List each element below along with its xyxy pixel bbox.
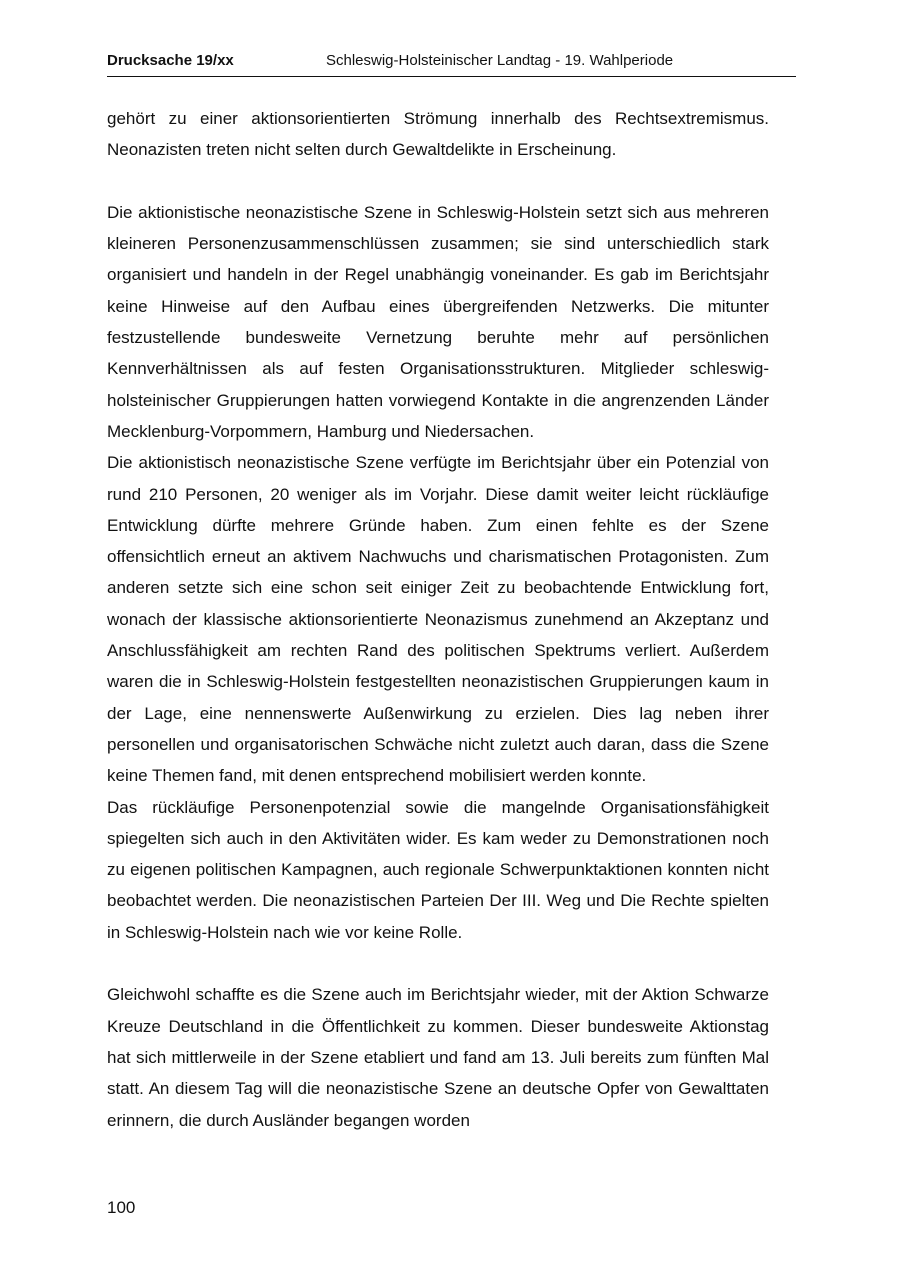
paragraph-5: Gleichwohl schaffte es die Szene auch im Berichtsjahr wieder, mit der Aktion Schwarze Kreuze Deutschland in die Öffentlichkeit zu kommen. Dieser bundesweite Aktionstag hat sich mittlerweile in der Szene etabliert und fand am 13. Juli bereits zum fünften Mal statt. An diesem Tag will die neonazistische Szene an deutsche Opfer von Gewalttaten erinnern, die durch Ausländer begangen worden [107, 985, 769, 1130]
paragraph-2: Die aktionistische neonazistische Szene in Schleswig-Holstein setzt sich aus mehreren kleineren Personenzusammenschlüssen zusammen; sie sind unterschiedlich stark organisiert und handeln in der Regel unabhängig voneinander. Es gab im Berichtsjahr keine Hinweise auf den Aufbau eines übergreifenden Netzwerks. Die mitunter festzustellende bundesweite Vernetzung beruhte mehr auf persönlichen Kennverhältnissen als auf festen Organisationsstrukturen. Mitglieder schleswig-holsteinischer Gruppierungen hatten vorwiegend Kontakte in die angrenzenden Länder Mecklenburg-Vorpommern, Hamburg und Niedersachen. [107, 202, 769, 441]
paragraph-spacer [107, 166, 769, 197]
document-number: Drucksache 19/xx [107, 52, 234, 69]
page-header [107, 52, 796, 74]
paragraph-4: Das rückläufige Personenpotenzial sowie die mangelnde Organisationsfähigkeit spiegelten sich auch in den Aktivitäten wider. Es kam weder zu Demonstrationen noch zu eigenen politischen Kampagnen, auch regionale Schwerpunktaktionen konnten nicht beobachtet werden. Die neonazistischen Parteien Der III. Weg und Die Rechte spielten in Schleswig-Holstein nach wie vor keine Rolle. [107, 797, 769, 942]
header-divider [107, 76, 796, 77]
parliament-title: Schleswig-Holsteinischer Landtag - 19. Wahlperiode [326, 52, 674, 69]
document-body [107, 103, 769, 1136]
page-number: 100 [107, 1198, 136, 1217]
paragraph-3: Die aktionistisch neonazistische Szene verfügte im Berichtsjahr über ein Potenzial von rund 210 Personen, 20 weniger als im Vorjahr. Diese damit weiter leicht rückläufige Entwicklung dürfte mehrere Gründe haben. Zum einen fehlte es der Szene offensichtlich erneut an aktivem Nachwuchs und charismatischen Protagonisten. Zum anderen setzte sich eine schon seit einiger Zeit zu beobachtende Entwicklung fort, wonach der klassische aktionsorientierte Neonazismus zunehmend an Akzeptanz und Anschlussfähigkeit am rechten Rand des politischen Spektrums verliert. Außerdem waren die in Schleswig-Holstein festgestellten neonazistischen Gruppierungen kaum in der Lage, eine nennenswerte Außenwirkung zu erzielen. Dies lag neben ihrer personellen und organisatorischen Schwäche nicht zuletzt auch daran, dass die Szene keine Themen fand, mit denen entsprechend mobilisiert werden konnte. [107, 453, 769, 786]
paragraph-1: gehört zu einer aktionsorientierten Strömung innerhalb des Rechtsextremismus. Neonazisten treten nicht selten durch Gewaltdelikte in Erscheinung. [107, 109, 769, 160]
paragraph-spacer [107, 948, 769, 979]
